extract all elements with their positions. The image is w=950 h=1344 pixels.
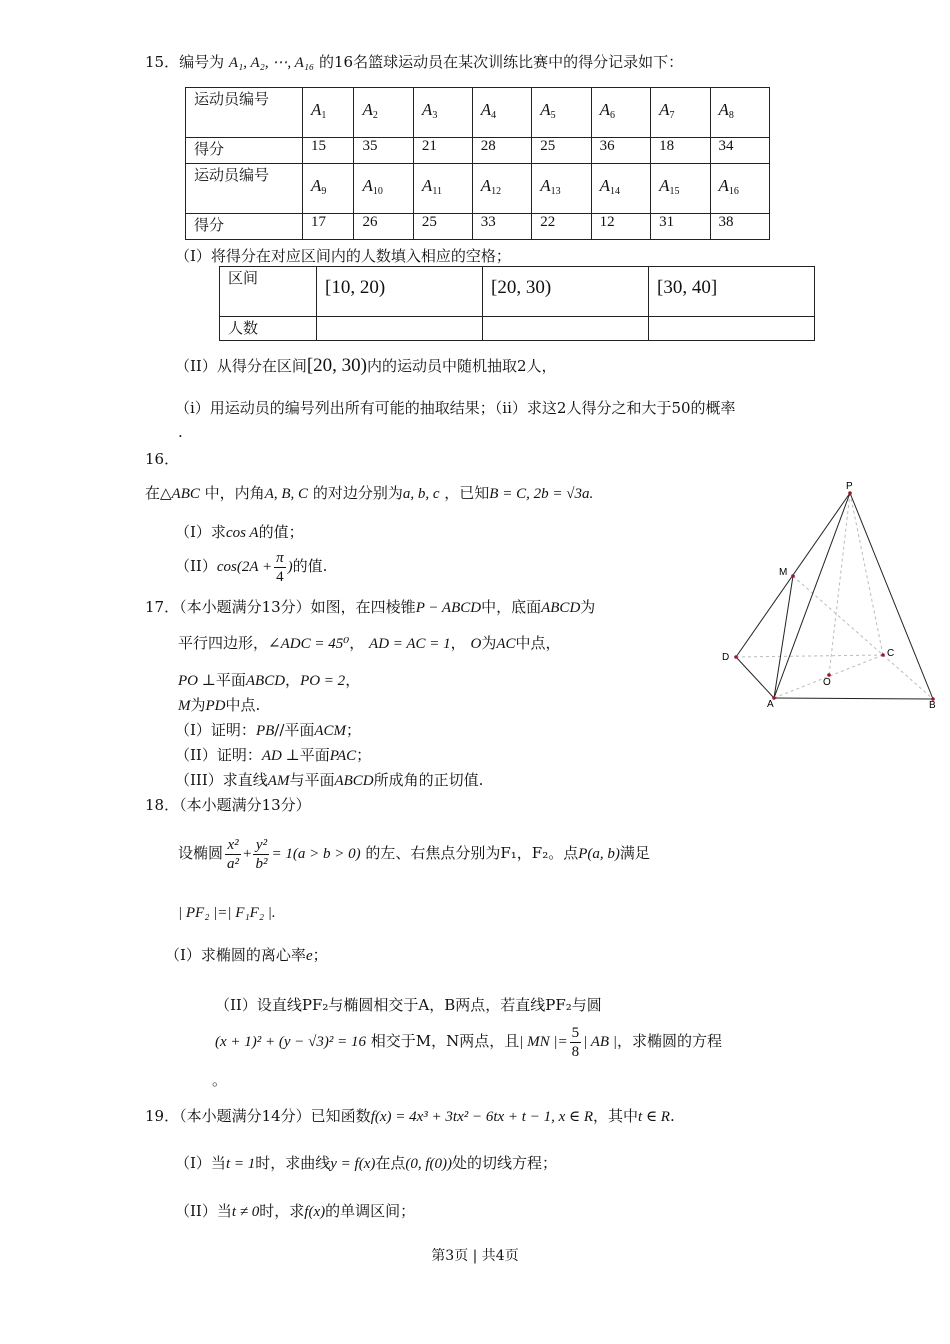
row-label: 运动员编号 (186, 164, 303, 214)
count-answer-blank[interactable] (483, 317, 649, 341)
q16-part1: （I）求cos A的值； (175, 523, 304, 541)
edge-DC (736, 655, 883, 657)
q17-line1: 17．（本小题满分13分）如图，在四棱锥P − ABCD中，底面ABCD为 (145, 598, 596, 616)
q15-score-table (185, 87, 770, 240)
q15-intro: 15．编号为 A₁, A₂, ⋯, A₁₆ 的16名篮球运动员在某次训练比赛中的得分记录如下： (145, 53, 684, 71)
score-cell: 22 (532, 214, 591, 240)
q15-part2-subs: （i）用运动员的编号列出所有可能的抽取结果；（ii）求这2人得分之和大于50的概率 (175, 399, 736, 417)
q18-end: 。 (212, 1071, 228, 1089)
q15-interval-table (219, 266, 815, 341)
row-label: 得分 (186, 214, 303, 240)
label-M: M (779, 567, 788, 578)
athlete-id: $A_2$ (354, 88, 413, 138)
interval-cell: [30, 40] (649, 267, 815, 317)
count-label: 人数 (220, 317, 317, 341)
score-cell: 28 (472, 138, 531, 164)
q17-part2: （II）证明：AD ⊥平面PAC； (175, 746, 372, 764)
label-B: B (929, 700, 936, 711)
pyramid-figure (715, 478, 945, 718)
q17-part3: （III）求直线AM与平面ABCD所成角的正切值. (175, 771, 484, 789)
interval-cell: [10, 20) (317, 267, 483, 317)
label-D: D (722, 652, 730, 663)
point-D (734, 655, 738, 659)
score-cell: 35 (354, 138, 413, 164)
q18-part1: （I）求椭圆的离心率e； (165, 946, 328, 964)
athlete-id: $A_{11}$ (413, 164, 472, 214)
score-cell: 36 (591, 138, 650, 164)
score-cell: 33 (472, 214, 531, 240)
athlete-id: $A_{13}$ (532, 164, 591, 214)
label-A: A (767, 699, 774, 710)
q16-stem: 在△ABC 中，内角A, B, C 的对边分别为a, b, c ，已知B = C, 2b = √3a. (145, 484, 594, 502)
score-cell: 26 (354, 214, 413, 240)
athlete-id: $A_9$ (303, 164, 354, 214)
q18-part2-eq: (x + 1)² + (y − √3)² = 16 相交于M，N两点，且| MN |= $\frac{5}{8}$ | AB |，求椭圆的方程 (215, 1024, 722, 1060)
q16-part2: （II）cos(2A + $\frac{\pi}{4}$ )的值. (175, 549, 328, 585)
score-cell: 31 (651, 214, 710, 240)
athlete-id: $A_{15}$ (651, 164, 710, 214)
q15-part1: （I）将得分在对应区间内的人数填入相应的空格； (175, 247, 511, 265)
score-cell: 34 (710, 138, 769, 164)
athlete-id: $A_6$ (591, 88, 650, 138)
athlete-id: $A_7$ (651, 88, 710, 138)
score-cell: 25 (413, 214, 472, 240)
athlete-id: $A_3$ (413, 88, 472, 138)
athlete-id: $A_{16}$ (710, 164, 769, 214)
q18-line1: 设椭圆 $\frac{\text{x²}}{\text{a²}}$ + $\frac{\text{y²}}{\text{b²}}$ = 1(a > b > 0) 的左、右焦点分别为F₁，F₂。点P(a, b)满足 (178, 836, 650, 872)
score-cell: 15 (303, 138, 354, 164)
edge-MA (774, 576, 793, 698)
athlete-id: $A_{10}$ (354, 164, 413, 214)
count-answer-blank[interactable] (317, 317, 483, 341)
q17-line4: M为PD中点. (178, 696, 261, 714)
athlete-id: $A_4$ (472, 88, 531, 138)
q15-part2: （II）从得分在区间[20, 30)内的运动员中随机抽取2人， (175, 355, 557, 376)
label-C: C (887, 648, 895, 659)
label-O: O (823, 677, 831, 688)
q17-part1: （I）证明：PB//平面ACM； (175, 721, 362, 739)
score-cell: 18 (651, 138, 710, 164)
q15-dot: . (178, 423, 183, 441)
label-P: P (846, 481, 853, 492)
page-footer: 第3页 | 共4页 (431, 1248, 519, 1264)
score-cell: 25 (532, 138, 591, 164)
q19-stem: 19．（本小题满分14分）已知函数f(x) = 4x³ + 3tx² − 6tx + t − 1, x ∈ R，其中t ∈ R. (145, 1107, 675, 1125)
edge-DA (736, 657, 774, 698)
edge-PB (850, 493, 933, 699)
athlete-id: $A_8$ (710, 88, 769, 138)
edge-CB (883, 655, 933, 699)
q18-line2: | PF₂ |=| F₁F₂ |. (178, 905, 276, 921)
athlete-id: $A_{12}$ (472, 164, 531, 214)
q17-line3: PO ⊥平面ABCD，PO = 2， (178, 671, 361, 689)
athlete-id: $A_{14}$ (591, 164, 650, 214)
q19-part2: （II）当t ≠ 0时，求f(x)的单调区间； (175, 1202, 416, 1220)
q17-line2: 平行四边形，∠ADC = 45⁰， AD = AC = 1， O为AC中点， (178, 634, 561, 652)
score-cell: 17 (303, 214, 354, 240)
score-cell: 38 (710, 214, 769, 240)
interval-cell: [20, 30) (483, 267, 649, 317)
q16-num: 16． (145, 450, 180, 468)
point-C (881, 653, 885, 657)
q19-part1: （I）当t = 1时，求曲线y = f(x)在点(0, f(0))处的切线方程； (175, 1154, 558, 1172)
row-label: 得分 (186, 138, 303, 164)
row-label: 运动员编号 (186, 88, 303, 138)
interval-label: 区间 (220, 267, 317, 317)
count-answer-blank[interactable] (649, 317, 815, 341)
edge-PC (850, 493, 883, 655)
point-M (791, 574, 795, 578)
athlete-id: $A_5$ (532, 88, 591, 138)
athlete-id: $A_1$ (303, 88, 354, 138)
q18-part2: （II）设直线PF₂与椭圆相交于A，B两点，若直线PF₂与圆 (215, 996, 602, 1014)
score-cell: 21 (413, 138, 472, 164)
edge-AB (774, 698, 933, 699)
score-cell: 12 (591, 214, 650, 240)
q18-num: 18．（本小题满分13分） (145, 796, 311, 814)
